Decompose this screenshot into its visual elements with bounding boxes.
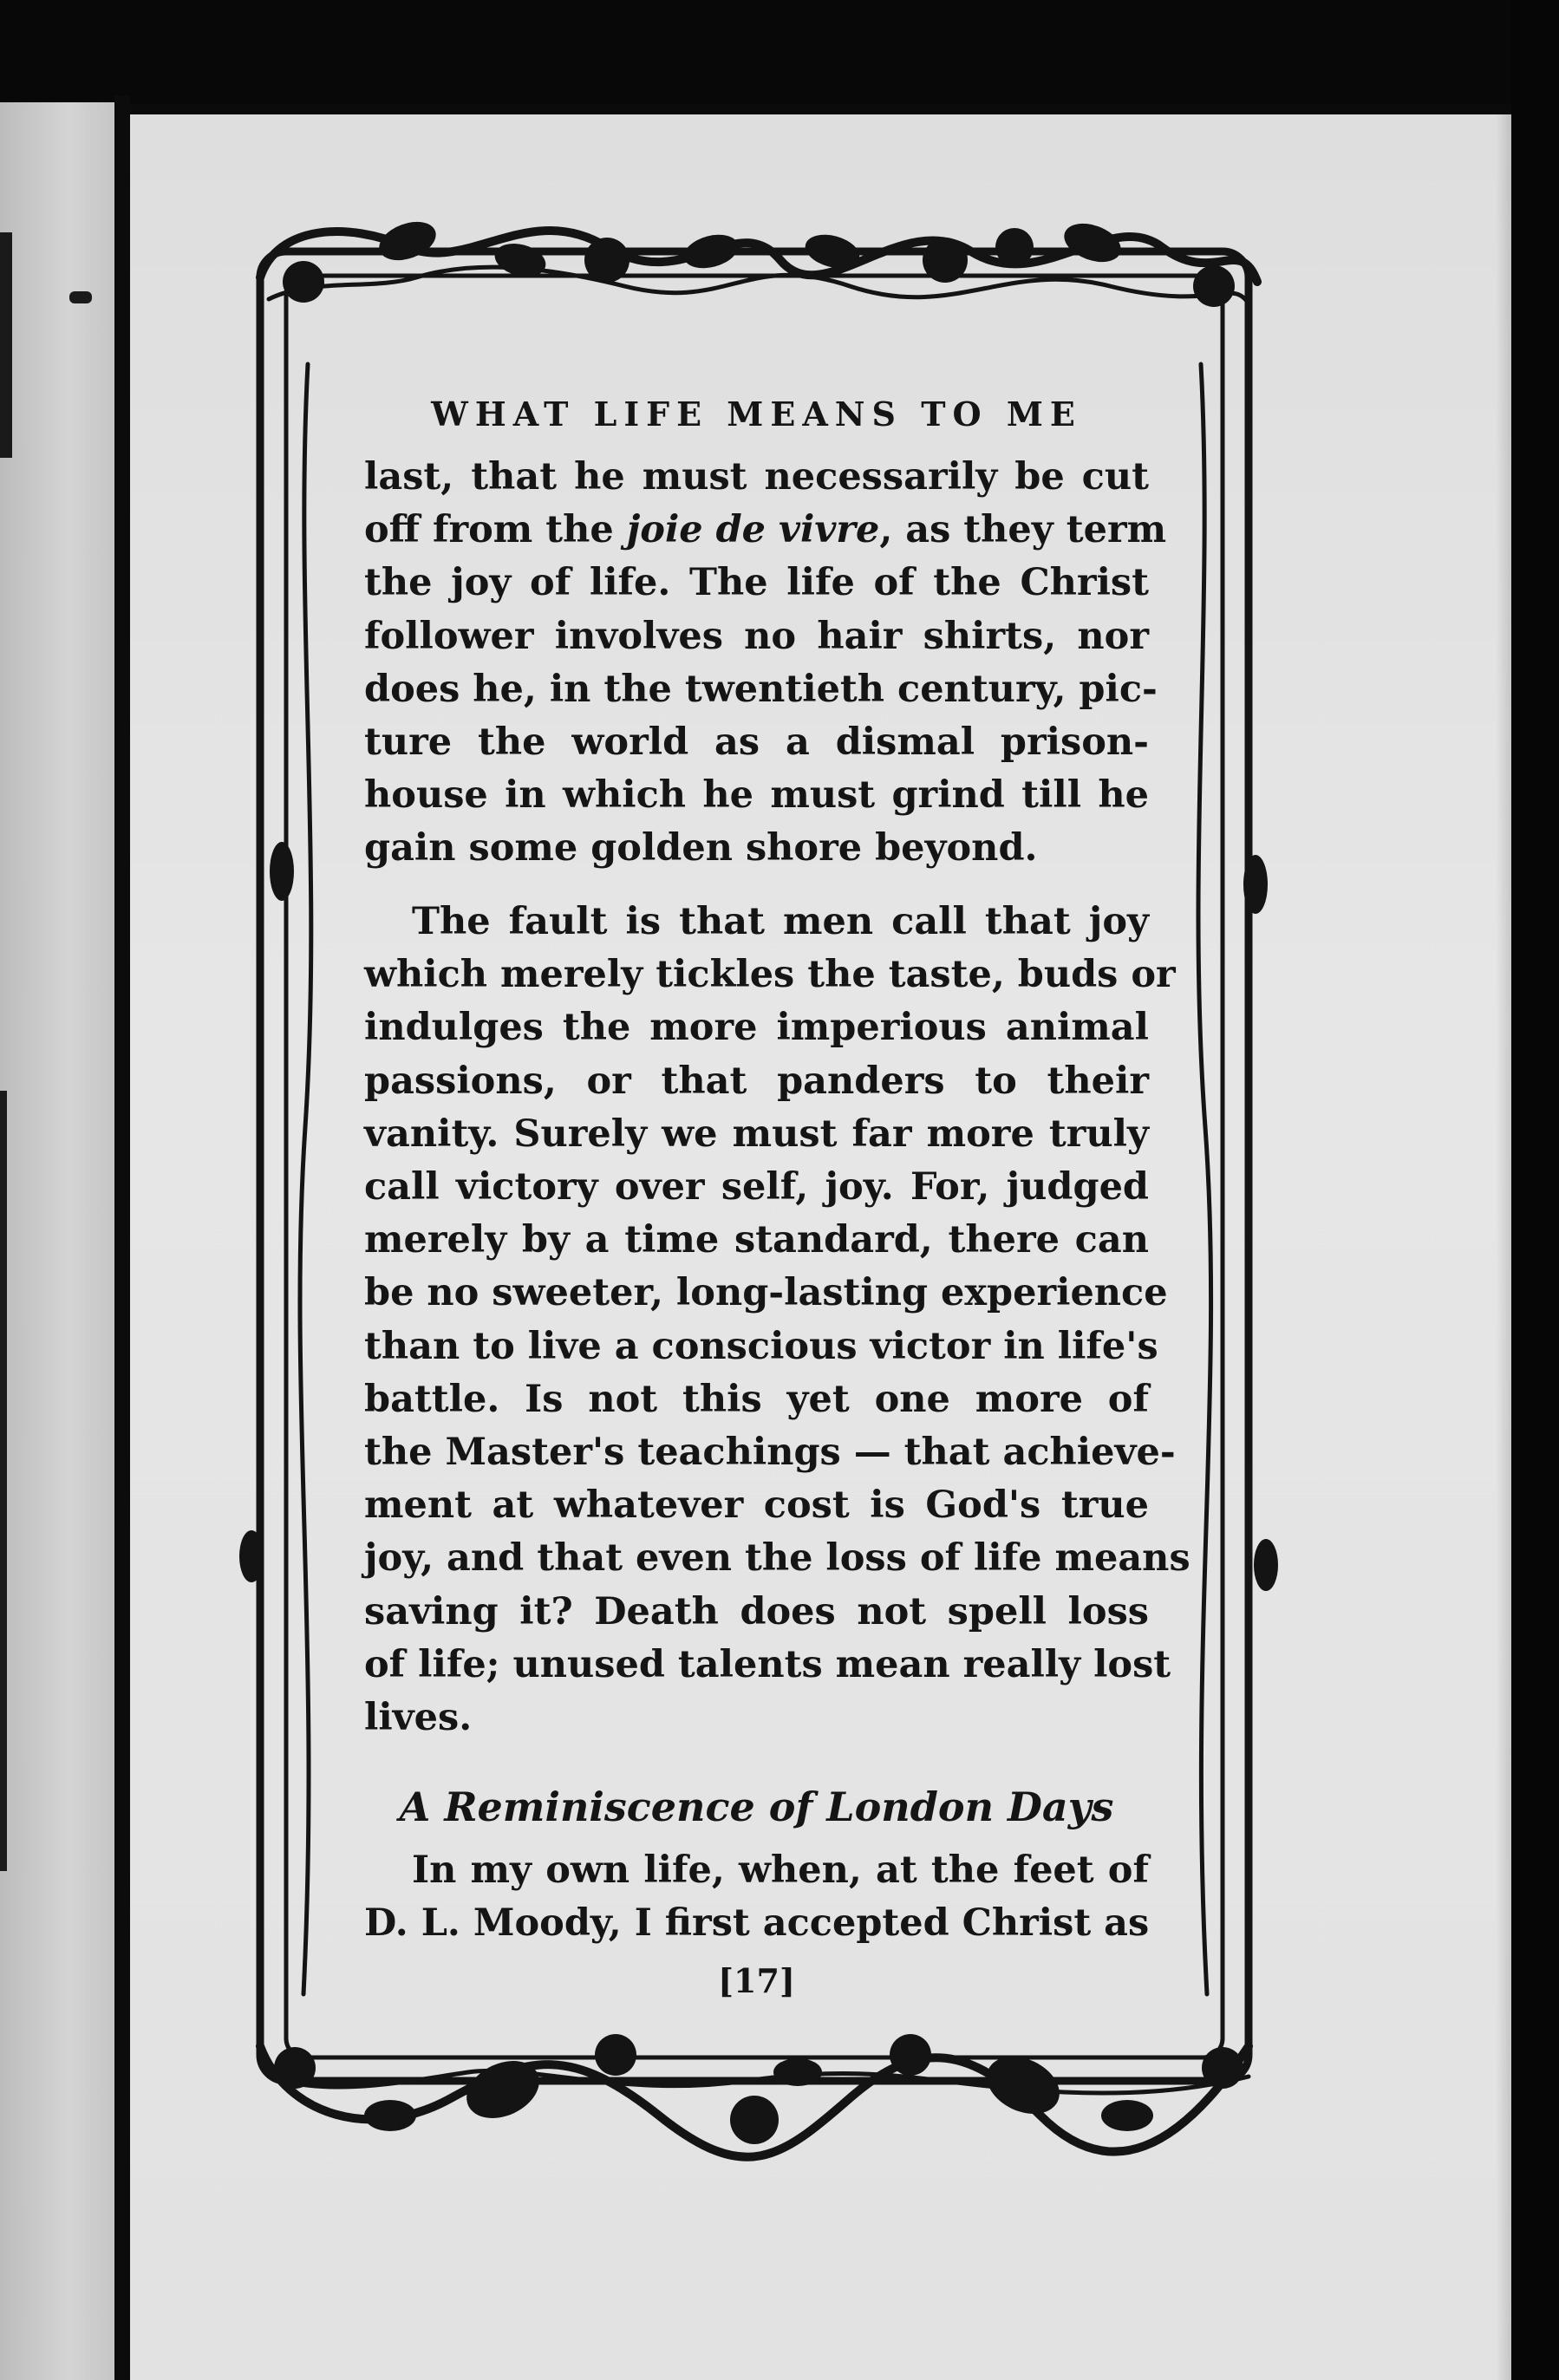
text-line: call victory over self, joy. For, judged [364,1165,1149,1210]
text-line: follower involves no hair shirts, nor [364,614,1149,658]
rose-ornament [923,238,968,283]
text-line: off from the joie de vivre, as they term [364,508,1167,552]
rose-ornament [730,2096,779,2144]
rose-ornament [584,238,629,283]
text-line: last, that he must necessarily be cut [364,455,1149,499]
italic-phrase: joie de vivre [626,508,880,552]
leaf-ornament [270,842,294,901]
page-number: [17] [718,1961,795,2000]
section-subheading: A Reminiscence of London Days [399,1783,1114,1830]
right-side-vine [1198,364,1211,1994]
leaf-ornament [364,2100,416,2131]
text-line: lives. [364,1696,473,1740]
text-line: does he, in the twentieth century, pic- [364,667,1158,711]
rose-ornament [1202,2047,1243,2089]
text-line: the Master's teachings — that achieve- [364,1431,1176,1475]
text-line: saving it? Death does not spell loss [364,1589,1149,1633]
text-line: D. L. Moody, I first accepted Christ as [364,1901,1150,1945]
text-line: joy, and that even the loss of life means [364,1536,1190,1581]
text-line: battle. Is not this yet one more of [364,1377,1149,1421]
text-line: be no sweeter, long-lasting experience [364,1271,1168,1315]
text-line: gain some golden shore beyond. [364,826,1038,870]
leaf-ornament [680,229,741,273]
rose-ornament [890,2034,931,2076]
text-line: ture the world as a dismal prison- [364,721,1149,765]
rose-ornament [1193,265,1235,307]
left-side-vine [300,364,311,1994]
leaf-ornament [773,2058,822,2086]
text-line: of life; unused talents mean really lost [364,1642,1171,1686]
leaf-ornament [1059,217,1126,270]
text-line: which merely tickles the taste, buds or [364,953,1176,997]
text-line: The fault is that men call that joy [412,900,1149,943]
running-head: WHAT LIFE MEANS TO ME [431,394,1082,434]
text-line: In my own life, when, at the feet of [412,1849,1149,1892]
leaf-ornament [1243,855,1268,914]
text-line: the joy of life. The life of the Christ [364,561,1149,605]
paragraph-2 [364,896,1190,1744]
paragraph-1 [364,451,1167,876]
text-line: indulges the more imperious animal [364,1006,1149,1050]
text-line: than to live a conscious victor in life's [364,1324,1158,1368]
rose-ornament [283,261,324,303]
text-line: passions, or that panders to their [364,1059,1149,1103]
rose-ornament [274,2047,316,2089]
rose-ornament [995,228,1034,266]
leaf-ornament [1254,1539,1278,1591]
leaf-ornament [374,215,441,268]
paragraph-3 [364,1844,1149,1950]
text-line: merely by a time standard, there can [364,1218,1149,1262]
leaf-ornament [1101,2100,1153,2131]
leaf-ornament [239,1530,264,1582]
text-line: ment at whatever cost is God's true [364,1483,1149,1528]
text-line: house in which he must grind till he [364,773,1149,818]
text-line: vanity. Surely we must far more truly [364,1112,1149,1156]
top-vine-inner [269,267,1249,303]
rose-ornament [595,2034,636,2076]
